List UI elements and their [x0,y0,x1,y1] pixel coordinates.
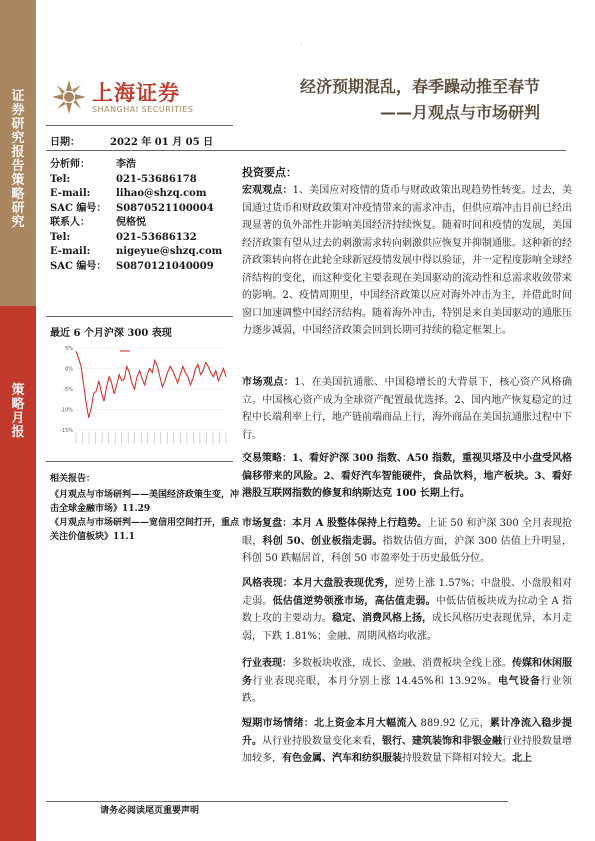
divider-related [46,461,233,462]
market-review-paragraph: 市场复盘：本月 A 股整体保持上行趋势。上证 50 和沪深 300 全月表现抢眼，科创 50、创业板指走弱。指数估值方面，沪深 300 估值上升明显，科创 50 跌幅居首，科创 50 市盈率处于历史最低分位。 [242,518,573,564]
chart-title: 最近 6 个月沪深 300 表现 [50,328,172,339]
hs300-line-chart [50,342,230,452]
report-subtitle: ——月观点与市场研判 [379,103,540,122]
contact-row: SAC 编号： S0870521100004 [50,202,214,214]
contact-row: Tel: 021-53686132 [50,231,197,243]
logo-emblem-icon [52,80,86,114]
related-head: 相关报告： [50,474,96,484]
trading-strategy-paragraph: 交易策略：1、看好沪深 300 指数、A50 指数，重视贝塔及中小盘受风格偏移带来的风险。2、看好汽车智能硬件，食品饮料，地产板块。3、看好港股互联网指数的修复和纳斯达克 100 长期上行。 [242,453,573,499]
date-label: 日期： [50,137,80,148]
contact-row: SAC 编号： S0870121040009 [50,260,214,272]
sidebar-bottom-band [0,306,36,841]
section-label: 交易策略： [242,453,293,464]
divider-top [46,125,233,126]
divider-date [46,150,566,151]
sidebar-top-text: 证券研究报告 策略研究 [11,89,25,230]
section-label: 行业表现： [242,658,292,669]
contact-block [50,158,240,274]
market-view-paragraph: 市场观点：1、在美国抗通胀、中国稳增长的大背景下，核心资产风格确立。中国核心资产成为全球资产配置最优选择。2、国内地产恢复稳定的过程中长端利率上行，地产链前端商品上行，海外商品在美国抗通胀过程中下行。 [242,377,572,441]
contact-row: Tel: 021-53686178 [50,173,197,185]
industry-performance-paragraph: 行业表现：多数板块收涨，成长、金融、消费板块全线上涨。传媒和休闲服务行业表现亮眼，本月分别上涨 14.45%和 13.92%。电气设备行业领跌。 [242,658,573,704]
contact-row[interactable]: E-mail: nigeyue@shzq.com [50,246,223,257]
sidebar-bottom-text: 策略月报 [11,383,25,440]
date-value: 2022 年 01 月 05 日 [110,137,214,148]
decorative-tick: ` [300,44,303,51]
company-logo [52,76,222,118]
y-tick-label: 0% [65,366,73,373]
sidebar-top-band [0,0,36,306]
footer-divider [46,801,508,802]
section-label: 短期市场情绪： [242,718,315,729]
divider-chart [46,316,233,317]
contact-row: 联系人： 倪格悦 [50,217,146,228]
logo-text-en: SHANGHAI SECURITIES [92,104,194,114]
y-tick-label: -5% [63,387,73,393]
y-tick-label: -15% [60,428,73,434]
footer-disclaimer[interactable]: 请务必阅读尾页重要声明 [100,806,200,816]
y-tick-label: 5% [65,346,73,352]
hs300-series-line [76,351,226,417]
related-report-item[interactable]: 《月观点与市场研判——宽信用空间打开，重点关注价值板块》11.1 [50,518,240,542]
section-label: 市场复盘： [242,518,293,529]
related-reports [50,472,240,544]
invest-heading: 投资要点： [242,166,297,179]
contact-row: 分析师： 李浩 [50,159,136,170]
logo-text-cn: 上海证券 [92,80,180,105]
section-label: 风格表现： [242,578,293,589]
section-label: 市场观点： [242,377,295,388]
market-sentiment-paragraph: 短期市场情绪：北上资金本月大幅流入 889.92 亿元，累计净流入稳步提升。从行业持股数量变化来看，银行、建筑装饰和非银金融行业持股数量增加较多，有色金属、汽车和纺织服装持股数量下降相对较大。北上 [242,718,573,764]
macro-view-paragraph: 宏观观点：1、美国应对疫情的货币与财政政策出现趋势性转变。过去，美国通过货币和财政政策对冲疫情带来的需求冲击，但供应端冲击目前已经出现显著的负外部性并影响美国经济持续恢复。随着时间和疫情的发展，美国经济政策有望从过去的刺激需求转向刺激供应恢复并抑制通胀。这种新的经济政策转向将在此轮全球新冠疫情发展中得以验证，并一定程度影响全球经济结构的变化，而这种变化主要表现在美国驱动的流动性和总需求收敛带来的影响。2、疫情周期里，中国经济政策以应对海外冲击为主，并借此时间窗口加速调整中国经济结构。随着海外冲击，特别是来自美国驱动的通胀压力逐步减弱，中国经济政策会回到长期可持续的稳定框架上。 [242,185,572,336]
report-title: 经济预期混乱，春季躁动推至春节 [299,77,540,96]
contact-row[interactable]: E-mail: lihao@shzq.com [50,188,207,199]
y-tick-label: -10% [60,407,73,414]
date-row [50,133,230,148]
related-report-item[interactable]: 《月观点与市场研判——美国经济政策生变，冲击全球金融市场》11.29 [50,490,240,514]
section-label: 宏观观点： [242,185,293,196]
style-performance-paragraph: 风格表现：本月大盘股表现优秀，逆势上涨 1.57%；中盘股、小盘股相对走弱。低估值逆势领涨市场，高估值走弱。中低估值板块成为拉动全 A 指数上攻的主要动力。稳定、消费风格上扬，成长风格历史表现优异，本月走弱，下跌 1.81%；金融、周期风格均收涨。 [242,578,573,642]
